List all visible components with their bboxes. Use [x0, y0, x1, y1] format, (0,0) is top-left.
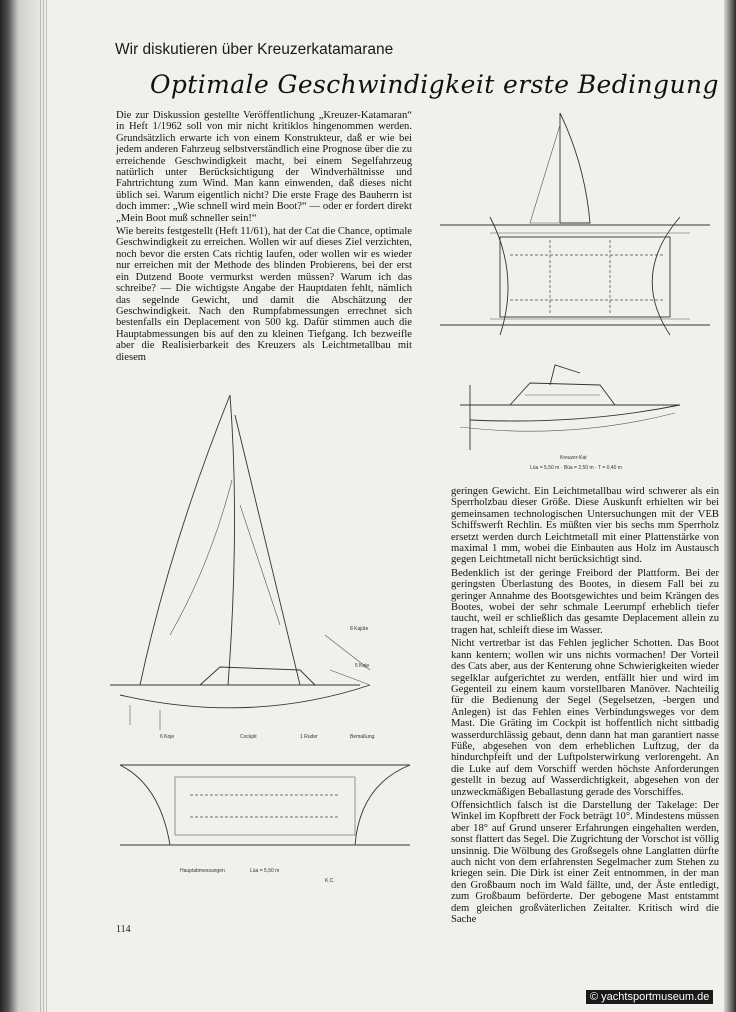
paragraph: geringen Gewicht. Ein Leichtmetallbau wird schwerer als ein Sperrholzbau dieser Größe. Diese Auskunft erhielten wir bei gemeinsamen technologischen Untersuchungen mit der VEB Schiffswerft Rechlin. Es müßten vier bis sechs mm Sperrholz ersetzt werden durch Leichtmetall mit einer Plattenstärke von maximal 1 mm, wobei die Einbauten aus Holz im Austausch gegen Leichtmetall nicht berücksichtigt sind. [451, 486, 719, 566]
side-view [460, 365, 680, 450]
label-koje-5: 5 Koje [355, 663, 370, 669]
label-bemassung: Bemaßung [350, 734, 375, 740]
lower-specs: Lüa = 5,50 m [250, 868, 280, 874]
drawing-specs: Lüa = 5,50 m · Büa = 2,50 m · T = 0,40 m [530, 465, 622, 471]
drawing-caption: Kreuzer-Kat [560, 455, 587, 461]
label-ruder: 1 Ruder [300, 734, 318, 740]
label-kajuete: 8 Kajüte [350, 626, 369, 632]
plan-view-lower [120, 765, 410, 845]
right-page-edge [724, 0, 736, 1012]
drawing-lower-left [100, 385, 445, 915]
paragraph: Offensichtlich falsch ist die Darstellung der Takelage: Der Winkel im Kopfbrett der Fock beträgt 10°. Mindestens müssen aber 18° auf Grund unserer Erfahrungen eingehalten werden, sonst flattert das Segel. Die Zugrichtung der Vorschot ist völlig unsinnig. Die Wölbung des Großsegels ohne Langlatten dürfte auch nicht von dem erfahrensten Segelmacher zum Stehen zu kriegen sein. Die Dirk ist einer Zeit entnommen, in der man den Großbaum noch im Wald fällte, und, der Äste entledigt, zum Großbaum beförderte. Der gebogene Mast entstammt dem gleichen großväterlichen Zeitalter. Kritisch wird die Sache [451, 799, 719, 926]
label-koje-6: 6 Koje [160, 734, 175, 740]
article-kicker: Wir diskutieren über Kreuzerkatamarane [115, 41, 394, 58]
paragraph: Nicht vertretbar ist das Fehlen jeglicher Schotten. Das Boot kann kentern; wollen wir uns nichts vormachen! Der Vorteil des Cats aber, aus der Kenterung ohne Schwierigkeiten wieder segelklar aufgerichtet zu werden, entfällt hier und wird im Gegenteil zu einem kaum vorstellbaren Manöver. Nachteilig für die Bedienung der Segel (Segelsetzen, -bergen und Anlegen) ist das Fehlen eines Verbindungsweges vor dem Mast. Die Gräting im Cockpit ist hoffentlich nicht sittbadig wasserdurchlässig gebaut, denn dann hat man garantiert nasse Füße, abgesehen von dem erheblichen Luftzug, der da hindurchpfeift und der Luftpolsterwirkung verlorengeht. An die Luke auf dem Vorschiff werden höchste Anforderungen gestellt in bezug auf Wasserdichtigkeit, abgesehen von der unzweckmäßigen Beballastung gerade des Vorschiffes. [451, 638, 719, 798]
page-edges [40, 0, 48, 1012]
paragraph: Wie bereits festgestellt (Heft 11/61), hat der Cat die Chance, optimale Geschwindigkeit zu erreichen. Wollen wir auf dieses Ziel verzichten, noch bevor die ersten Cats richtig laufen, oder wollen wir es wieder nur erreichen mit der Methode des blinden Probierens, bei der erst ein Dutzend Boote vermurkst werden müssen? Warum ich das schreibe? — Die wichtigste Angabe der Hauptdaten fehlt, nämlich das segelnde Gewicht, und damit die Abschätzung der Geschwindigkeit. Nach den Rumpfabmessungen errechnet sich bestenfalls ein Deplacement von 500 kg. Dafür stimmen auch die Hauptabmessungen bis auf den zu kleinen Tiefgang. Ich bezweifle aber die Realisierbarkeit des Kreuzers als Leichtmetallbau mit diesem [116, 226, 412, 363]
lower-caption: Hauptabmessungen [180, 868, 225, 874]
hull-profile [110, 635, 370, 730]
text-column-left [116, 110, 412, 365]
lower-initials: K.C. [325, 878, 335, 884]
article-title: Optimale Geschwindigkeit erste Bedingung [150, 70, 719, 99]
paragraph: Die zur Diskussion gestellte Veröffentlichung „Kreuzer-Katamaran“ in Heft 1/1962 soll von mir nicht kritiklos hingenommen werden. Grundsätzlich erwarte ich von einem Konstrukteur, daß er wie bei jedem anderen Fahrzeug selbstverständlich eine Prognose über die zu erreichende Geschwindigkeit macht, bei einem Segelfahrzeug natürlich unter Berücksichtigung der Windverhältnisse und Fahrtrichtung zum Wind. Man kann einwenden, daß dieses nicht üblich sei. Warum eigentlich nicht? Die erste Frage des Bauherrn ist doch immer: „Wie schnell wird mein Boot?“ — oder er fordert direkt „Mein Boot muß schneller sein!“ [116, 110, 412, 224]
sail-sketch [530, 113, 590, 223]
plan-view [440, 217, 710, 335]
text-column-right [451, 486, 719, 927]
paragraph: Bedenklich ist der geringe Freibord der Plattform. Bei der geringsten Überlastung des Bootes, in diesem Fall bei zu geringer Annahme des Bootsgewichtes und beim Krängen des Bootes, wobei der sehr schmale Leerumpf erheblich tiefer taucht, weil er schließlich das gesamte Deplacement allein zu tragen hat, schleift diese im Wasser. [451, 567, 719, 636]
page-number: 114 [116, 924, 131, 935]
drawing-top-right [430, 105, 720, 480]
watermark: © yachtsportmuseum.de [586, 990, 713, 1004]
sail-plan [140, 395, 300, 685]
label-cockpit: Cockpit [240, 734, 257, 740]
